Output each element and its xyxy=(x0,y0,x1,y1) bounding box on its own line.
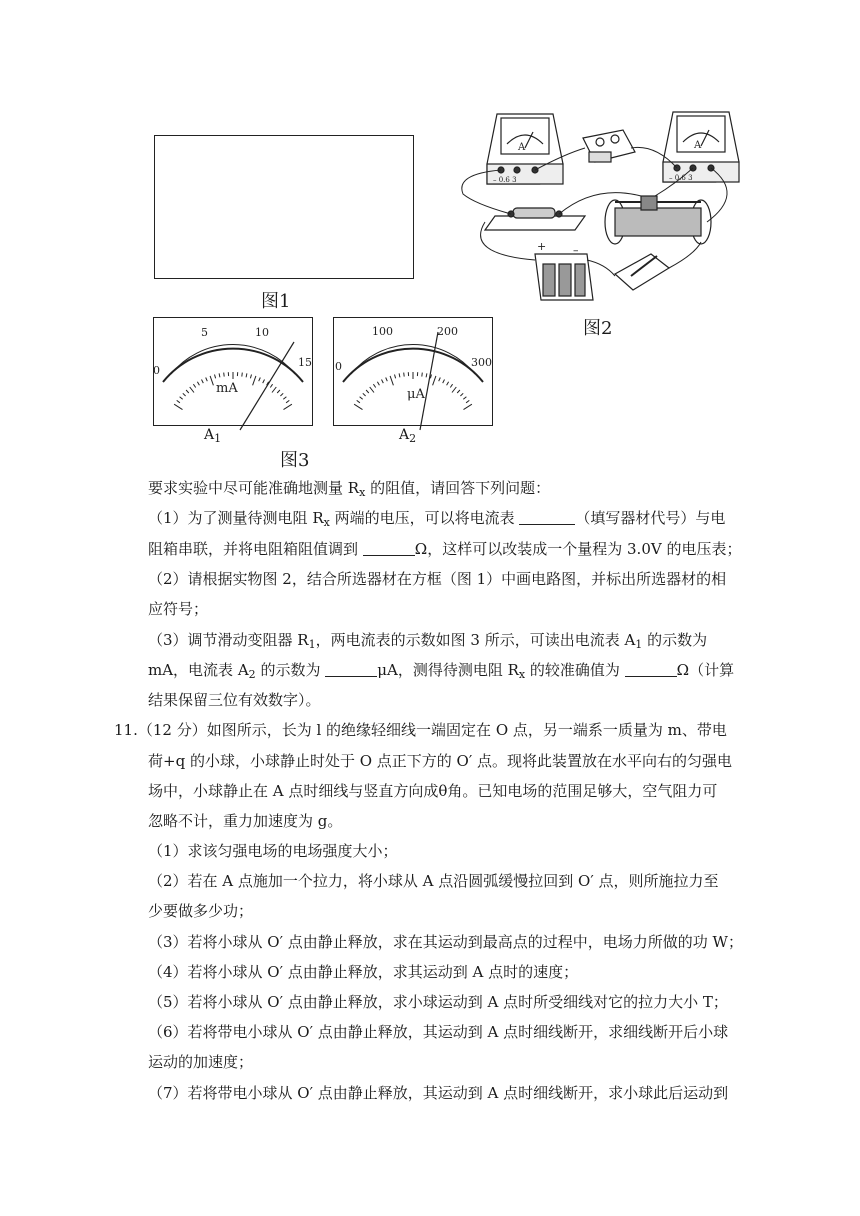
meter-tick-mark xyxy=(426,373,427,377)
q3-line3-text: 结果保留三位有效数字）。 xyxy=(148,691,321,709)
meter-tick-mark xyxy=(373,384,375,387)
meter-tick-mark xyxy=(377,382,379,386)
meter-tick-mark xyxy=(286,400,289,402)
meter-a1-name-letter: A xyxy=(204,427,215,443)
intro-line xyxy=(148,478,550,503)
apparatus-ammeter-left-terminals: – 0.6 3 xyxy=(493,176,517,184)
q3-text-c: 的示数为 xyxy=(642,631,708,649)
meter-tick-mark xyxy=(246,373,247,377)
p11-q3-text: （3）若将小球从 O′ 点由静止释放，求在其运动到最高点的过程中，电场力所做的功 W； xyxy=(148,933,743,951)
meter-tick-mark xyxy=(370,387,374,393)
q3-sub-r1: 1 xyxy=(308,638,316,651)
apparatus-ammeter-right-terminals: – 0.6 3 xyxy=(669,174,693,182)
meter-tick-mark xyxy=(253,376,256,385)
q1-line-1 xyxy=(148,508,725,533)
meter-tick-mark xyxy=(463,397,466,400)
p11-q3 xyxy=(148,932,743,952)
q1-text-c: （填写器材代号）与电 xyxy=(575,509,726,527)
meter-a2 xyxy=(333,317,493,426)
p11-q6-line1-text: （6）若将带电小球从 O′ 点由静止释放，其运动到 A 点时细线断开，求细线断开后小球 xyxy=(148,1023,729,1041)
meter-a2-tick-200: 200 xyxy=(437,325,458,338)
meter-a2-tick-100: 100 xyxy=(372,325,393,338)
meter-tick-mark xyxy=(466,400,469,402)
meter-a1-tick-15: 15 xyxy=(298,356,312,369)
meter-a2-name-sub: 2 xyxy=(409,432,417,445)
meter-tick-mark xyxy=(259,378,261,382)
figure-3-label: 图3 xyxy=(280,450,310,471)
meter-a2-tick-0: 0 xyxy=(335,360,342,373)
q3-text-b: ，两电流表的示数如图 3 所示，可读出电流表 A xyxy=(315,631,636,649)
q3-text-a: （3）调节滑动变阻器 R xyxy=(148,631,309,649)
p11-q5 xyxy=(148,992,728,1012)
q3-line-3 xyxy=(148,690,321,710)
meter-tick-mark xyxy=(447,382,449,386)
q3-sub-a1: 1 xyxy=(635,638,643,651)
p11-line2-text: 荷+q 的小球，小球静止时处于 O 点正下方的 O′ 点。现将此装置放在水平向右的匀强电 xyxy=(148,752,733,770)
figure-2-label: 图2 xyxy=(583,318,613,339)
apparatus-battery-minus: – xyxy=(573,244,579,257)
meter-tick-mark xyxy=(354,404,362,409)
meter-tick-mark xyxy=(422,373,423,377)
apparatus-ammeter-right-letter: A xyxy=(694,140,702,151)
meter-a1-name xyxy=(204,427,221,445)
q3-line-1 xyxy=(148,630,707,655)
q1-blank-ammeter[interactable] xyxy=(519,510,575,525)
meter-tick-mark xyxy=(390,376,393,385)
meter-tick-mark xyxy=(457,390,460,393)
apparatus-battery-plus: + xyxy=(537,240,547,253)
q3-line2-text-e: Ω（计算 xyxy=(676,661,735,679)
meter-tick-mark xyxy=(386,378,388,382)
meter-tick-mark xyxy=(450,384,452,387)
p11-line-3 xyxy=(148,781,717,801)
q3-blank-rx-value[interactable] xyxy=(625,662,677,677)
meter-tick-mark xyxy=(395,375,396,379)
meter-tick-mark xyxy=(284,404,292,409)
p11-line3-text: 场中，小球静止在 A 点时细线与竖直方向成θ角。已知电场的范围足够大，空气阻力可 xyxy=(148,782,718,800)
meter-a1-tick-5: 5 xyxy=(201,326,208,339)
p11-q2-line-2 xyxy=(148,901,253,921)
meter-a1-unit: mA xyxy=(216,381,238,396)
meter-a1-name-sub: 1 xyxy=(214,432,222,445)
meter-tick-mark xyxy=(190,387,194,393)
p11-q1-text: （1）求该匀强电场的电场强度大小； xyxy=(148,842,398,860)
q1-line2-text-b: Ω，这样可以改装成一个量程为 3.0V 的电压表； xyxy=(414,540,742,558)
p11-line-4 xyxy=(148,811,342,831)
q1-line2-text-a: 阻箱串联，并将电阻箱阻值调到 xyxy=(148,540,359,558)
p11-q6-line-2 xyxy=(148,1052,253,1072)
meter-a1-tick-10: 10 xyxy=(255,326,269,339)
apparatus-battery xyxy=(535,254,593,300)
p11-q4 xyxy=(148,962,578,982)
figure-1-box xyxy=(154,135,414,279)
p11-q6-line-1 xyxy=(148,1022,728,1042)
meter-tick-mark xyxy=(382,380,384,384)
meter-tick-mark xyxy=(215,375,216,379)
p11-line-2 xyxy=(148,751,732,771)
meter-tick-mark xyxy=(206,378,208,382)
q3-line2-text-d: 的较准确值为 xyxy=(525,661,620,679)
meter-tick-mark xyxy=(460,393,463,396)
meter-tick-mark xyxy=(439,378,441,382)
apparatus-resistor xyxy=(485,208,585,230)
q1-blank-resistance[interactable] xyxy=(363,541,415,556)
q1-text-a: （1）为了测量待测电阻 R xyxy=(148,509,324,527)
q3-line2-text-a: mA，电流表 A xyxy=(148,661,249,679)
apparatus-switch xyxy=(615,254,669,290)
meter-tick-mark xyxy=(452,387,456,393)
meter-a1-tick-0: 0 xyxy=(153,364,160,377)
q3-line2-sub-rx: x xyxy=(518,668,526,681)
apparatus-ammeter-left-letter: A xyxy=(518,142,526,153)
meter-tick-mark xyxy=(464,404,472,409)
meter-tick-mark xyxy=(363,393,366,396)
meter-tick-mark xyxy=(272,387,276,393)
meter-tick-mark xyxy=(357,400,360,402)
meter-a2-tick-300: 300 xyxy=(471,356,492,369)
p11-q7-line-1 xyxy=(148,1083,728,1103)
meter-tick-mark xyxy=(177,400,180,402)
q3-line2-text-b: 的示数为 xyxy=(255,661,321,679)
p11-q2-line1-text: （2）若在 A 点施加一个拉力，将小球从 A 点沿圆弧缓慢拉回到 O′ 点，则所施拉力至 xyxy=(148,872,719,890)
meter-tick-mark xyxy=(224,373,225,377)
meter-a1 xyxy=(153,317,313,426)
meter-tick-mark xyxy=(250,375,251,379)
q3-line2-sub-a2: 2 xyxy=(248,668,256,681)
q2-line2-text: 应符号； xyxy=(148,600,209,618)
meter-tick-mark xyxy=(399,373,400,377)
meter-tick-mark xyxy=(186,390,189,393)
meter-tick-mark xyxy=(193,384,195,387)
intro-sub: x xyxy=(359,486,366,499)
p11-q7-line1-text: （7）若将带电小球从 O′ 点由静止释放，其运动到 A 点时细线断开，求小球此后运动到 xyxy=(148,1084,729,1102)
q3-blank-a2-reading[interactable] xyxy=(325,662,377,677)
q2-line-2 xyxy=(148,599,208,619)
meter-a2-name-letter: A xyxy=(399,427,410,443)
meter-tick-mark xyxy=(280,393,283,396)
p11-q5-text: （5）若将小球从 O′ 点由静止释放，求小球运动到 A 点时所受细线对它的拉力大小 T； xyxy=(148,993,728,1011)
q1-text-b: 两端的电压，可以将电流表 xyxy=(329,509,515,527)
meter-tick-mark xyxy=(202,380,204,384)
meter-a2-unit: μA xyxy=(407,387,425,402)
figure-2-apparatus xyxy=(455,104,745,304)
q1-sub: x xyxy=(323,516,330,529)
meter-a2-name xyxy=(399,427,416,445)
p11-q2-line2-text: 少要做多少功； xyxy=(148,902,254,920)
meter-tick-mark xyxy=(277,390,280,393)
intro-end: 的阻值，请回答下列问题： xyxy=(365,479,551,497)
apparatus-rheostat xyxy=(605,196,711,244)
q3-line-2 xyxy=(148,660,734,685)
meter-tick-mark xyxy=(270,384,272,387)
q3-line2-text-c: μA，测得待测电阻 R xyxy=(377,661,519,679)
q1-line-2 xyxy=(148,539,741,559)
p11-q2-line-1 xyxy=(148,871,719,891)
intro-text: 要求实验中尽可能准确地测量 R xyxy=(148,479,360,497)
meter-tick-mark xyxy=(197,382,199,386)
meter-tick-mark xyxy=(219,373,220,377)
p11-line1-text: 11.（12 分）如图所示，长为 l 的绝缘轻细线一端固定在 O 点，另一端系一质量为 m、带电 xyxy=(114,721,727,739)
meter-tick-mark xyxy=(433,376,436,385)
meter-tick-mark xyxy=(360,397,363,400)
meter-a2-needle xyxy=(420,332,438,430)
p11-q4-text: （4）若将小球从 O′ 点由静止释放，求其运动到 A 点时的速度； xyxy=(148,963,579,981)
meter-tick-mark xyxy=(443,380,445,384)
meter-tick-mark xyxy=(366,390,369,393)
p11-line4-text: 忽略不计，重力加速度为 g。 xyxy=(148,812,343,830)
p11-q1 xyxy=(148,841,398,861)
apparatus-resistance-box xyxy=(583,130,635,162)
meter-tick-mark xyxy=(283,397,286,400)
q2-line-1 xyxy=(148,569,726,589)
p11-q6-line2-text: 运动的加速度； xyxy=(148,1053,254,1071)
meter-tick-mark xyxy=(242,373,243,377)
meter-tick-mark xyxy=(263,380,265,384)
meter-tick-mark xyxy=(404,373,405,377)
meter-tick-mark xyxy=(183,393,186,396)
figure-1-label: 图1 xyxy=(261,291,291,312)
meter-tick-mark xyxy=(210,376,213,385)
meter-tick-mark xyxy=(174,404,182,409)
meter-tick-mark xyxy=(180,397,183,400)
q2-line1-text: （2）请根据实物图 2，结合所选器材在方框（图 1）中画电路图，并标出所选器材的相 xyxy=(148,570,727,588)
p11-line-1 xyxy=(114,720,727,740)
